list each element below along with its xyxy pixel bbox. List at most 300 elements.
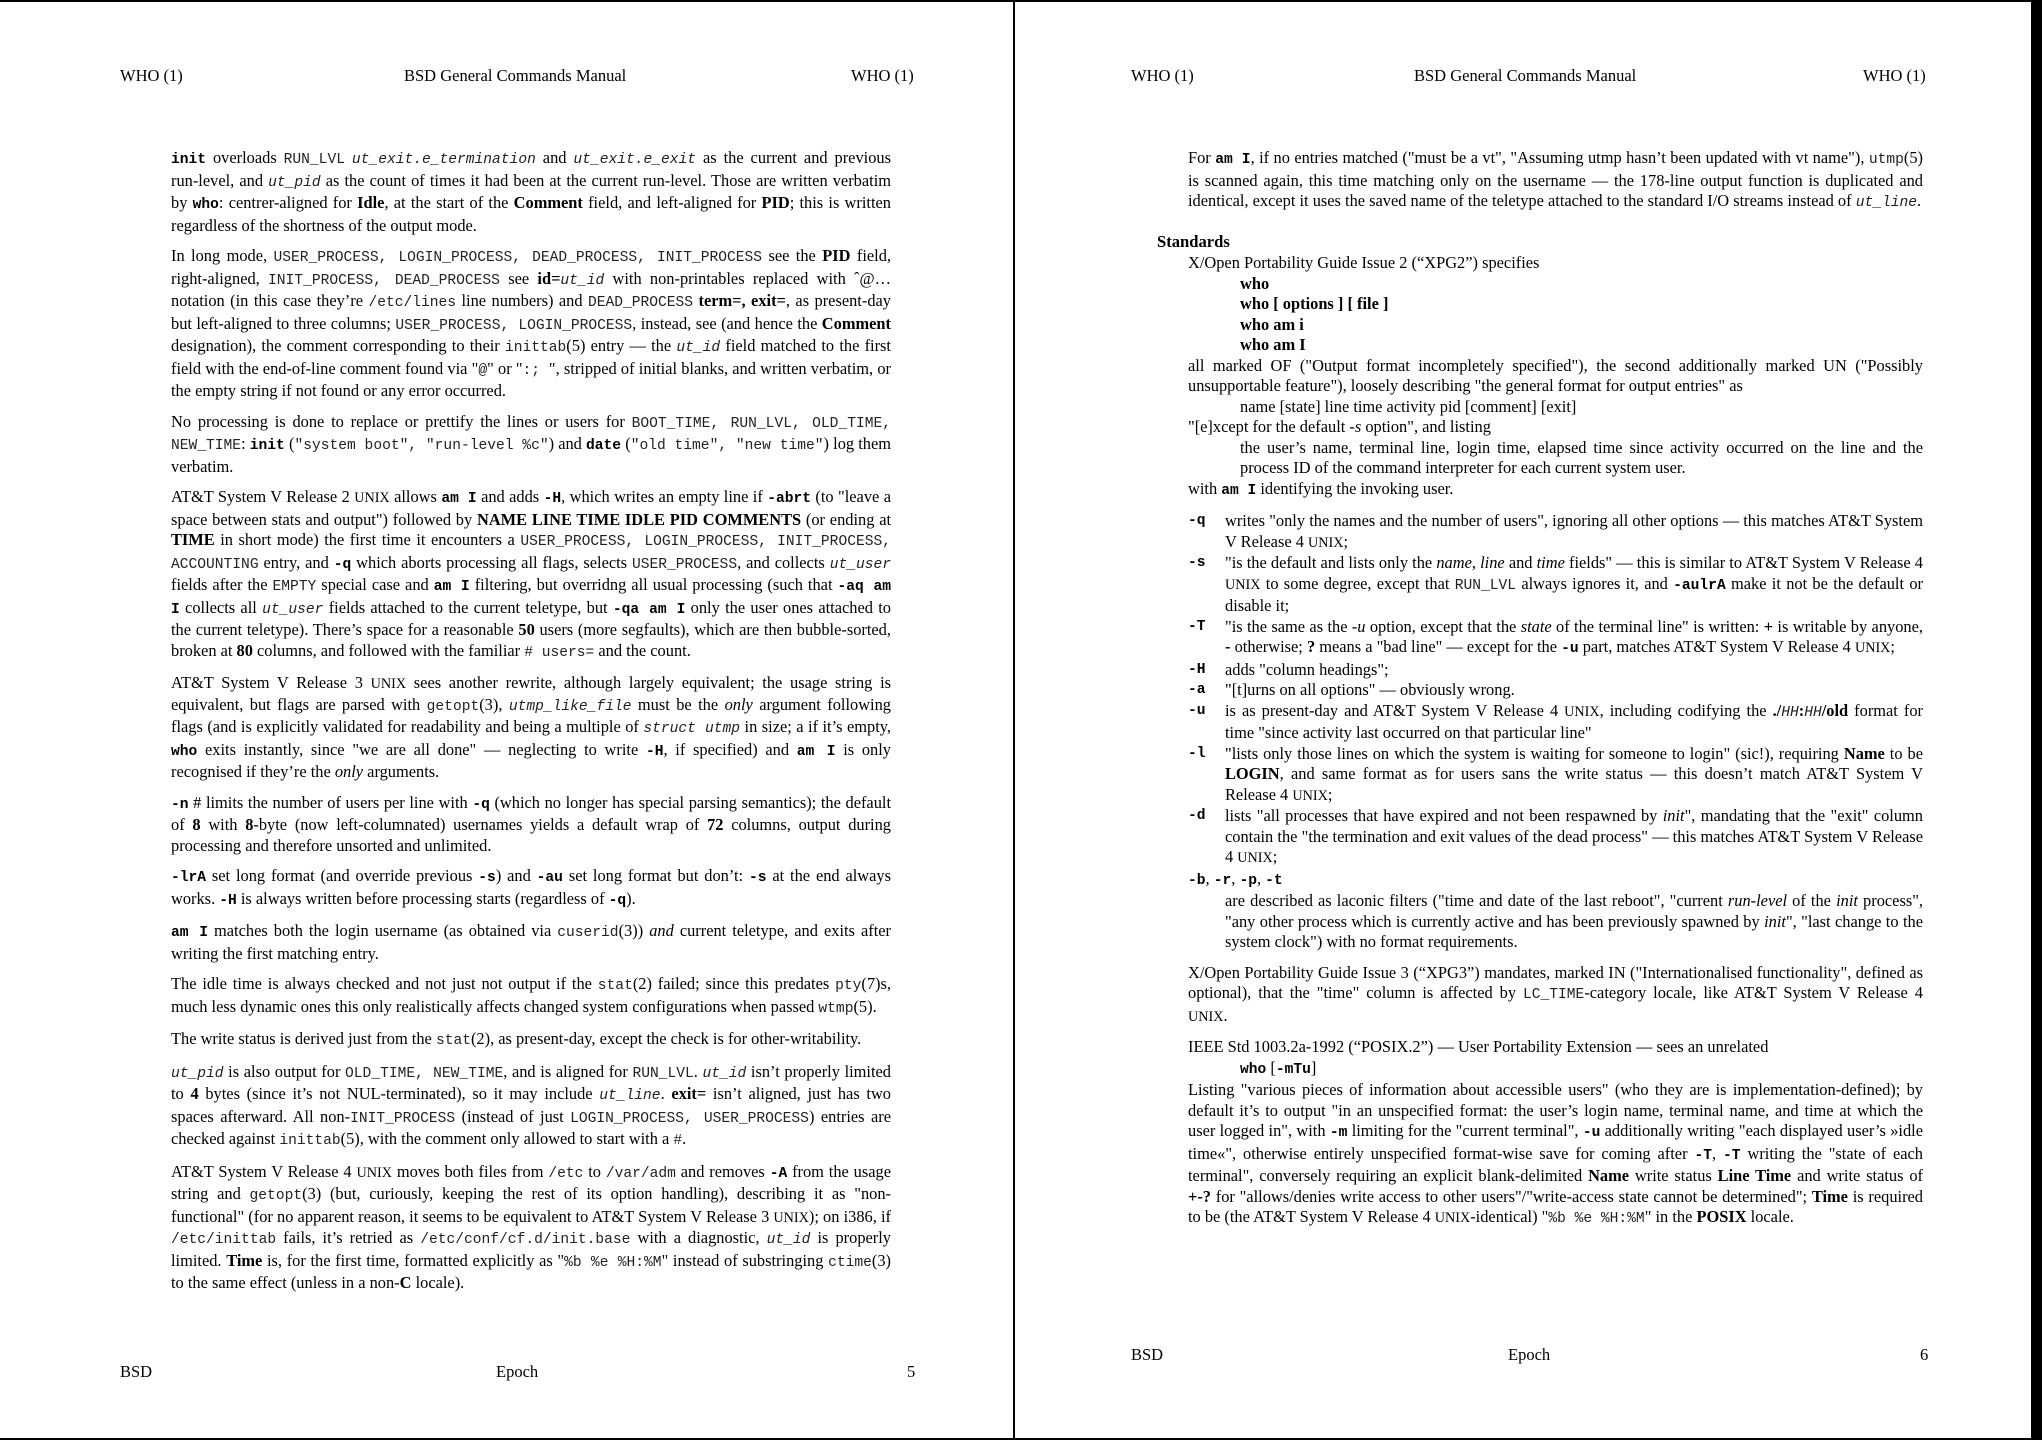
text-run: , at the start of the <box>384 193 514 212</box>
body-paragraph <box>171 246 891 402</box>
page-body <box>171 148 891 1304</box>
text-run: ; <box>1272 847 1278 866</box>
xpg3-paragraph <box>1188 963 1923 1028</box>
option-flag: -a <box>1188 682 1206 698</box>
styled-text-run: inittab <box>279 1133 341 1149</box>
option-description <box>1225 511 1923 553</box>
text-run: ( <box>621 434 631 453</box>
styled-text-run: -u <box>1582 1125 1601 1141</box>
styled-text-run: USER_PROCESS <box>631 556 738 573</box>
styled-text-run: Time <box>1811 1186 1848 1206</box>
text-run: fields after the <box>171 575 273 594</box>
text-run: and removes <box>675 1161 770 1181</box>
styled-text-run: -au <box>536 870 563 886</box>
styled-text-run: -s <box>478 870 496 886</box>
brpt-description <box>1188 891 1923 953</box>
text-run: all marked OF ("Output format incompletely specified"), the second additionally marked UN ("Possibly unsupportable feature"), loosely describing "the general format for output entries" as <box>1188 355 1923 395</box>
text-run: : centrer-aligned for <box>218 193 358 212</box>
option-flag: -l <box>1188 745 1206 762</box>
xpg2-listing: the user’s name, terminal line, login time, elapsed time since activity occurred on the line and the process ID of the command interpreter for each current system user. <box>1240 437 1923 477</box>
text-run: , including codifying the <box>1599 700 1773 720</box>
text-run: sees another rewrite, although largely equivalent; the usage string is equivalent, but flags are parsed with <box>171 673 891 714</box>
styled-text-run: DEAD_PROCESS <box>587 295 694 311</box>
text-run: . <box>1917 191 1922 210</box>
text-run: field, and left-aligned for <box>582 193 762 212</box>
text-run: is only recognised if they’re the <box>171 739 891 781</box>
text-run: and write status of <box>1791 1166 1923 1185</box>
text-run: . <box>682 1129 687 1148</box>
text-run: : <box>241 434 250 453</box>
text-run: of the terminal line" is written: <box>1551 616 1764 636</box>
styled-text-run: ut_line <box>1855 195 1917 211</box>
styled-text-run: am I <box>1221 482 1257 499</box>
text-run: with non-printables replaced with ˆ@… notation (in this case they’re <box>171 268 891 310</box>
styled-text-run: ut_user <box>829 556 891 573</box>
styled-text-run: wtmp <box>818 1000 854 1017</box>
option-flag: -u <box>1188 702 1206 719</box>
text-run: . <box>660 1084 672 1103</box>
text-run: columns, output during processing and therefore unsorted and unlimited. <box>171 815 891 855</box>
styled-text-run: INIT_PROCESS, DEAD_PROCESS <box>268 272 500 289</box>
text-run: ) and <box>495 866 537 885</box>
option-description <box>1225 553 1923 617</box>
styled-text-run: -lrA <box>171 870 207 886</box>
option-entry <box>1188 660 1923 681</box>
text-run: filtering, but overridng all usual processing (such that <box>469 575 838 594</box>
styled-text-run: -n <box>171 796 189 813</box>
text-run: moves both files from <box>391 1161 549 1181</box>
text-run: option, except that the <box>1365 616 1521 636</box>
text-run: (7)s, much less dynamic ones this only realistically affects changed system configurations when passed <box>171 974 891 1016</box>
option-entry <box>1188 701 1923 744</box>
text-run: which aborts processing all flags, selects <box>351 552 632 572</box>
styled-text-run: -aulrA <box>1673 577 1726 594</box>
text-run: AT&T System V Release 4 <box>171 1161 357 1181</box>
body-paragraph <box>171 412 891 478</box>
styled-text-run: struct utmp <box>643 721 741 737</box>
styled-text-run: ? <box>1306 637 1316 656</box>
styled-text-run: stat <box>597 978 633 994</box>
text-run: see the <box>762 246 823 265</box>
option-flag: -q <box>1188 513 1206 529</box>
styled-text-run: only <box>724 694 753 714</box>
manual-page-6 <box>1015 0 2031 1438</box>
option-description <box>1225 701 1923 744</box>
text-run: ); on i386, if <box>808 1206 891 1226</box>
styled-text-run: ut_id <box>702 1065 747 1082</box>
header-left: WHO (1) <box>1131 66 1194 85</box>
body-paragraph <box>171 793 891 857</box>
text-run: columns, and followed with the familiar <box>252 640 525 660</box>
styled-text-run: NAME LINE TIME IDLE PID COMMENTS <box>476 509 802 529</box>
text-run: . <box>693 1061 703 1081</box>
option-flag: -d <box>1188 808 1206 824</box>
text-run: argument following flags (and is explicitly validated for readability and being a multiple of <box>171 694 891 736</box>
styled-text-run: PID <box>761 193 790 212</box>
text-run: "lists only those lines on which the system is waiting for someone to login" (sic!), requiring <box>1225 743 1844 763</box>
header-right: WHO (1) <box>851 66 914 85</box>
styled-text-run: ./ <box>1772 700 1782 720</box>
styled-text-run: TIME <box>171 530 215 549</box>
text-run: isn’t aligned, just has two spaces afterward. All non- <box>171 1084 891 1126</box>
styled-text-run: %b %e %H:%M <box>1548 1211 1645 1227</box>
header-center: BSD General Commands Manual <box>404 66 627 85</box>
text-run: must be the <box>631 694 725 714</box>
text-run: ) entries are checked against <box>171 1106 891 1148</box>
text-run: are described as laconic filters ("time and date of the last reboot", "current <box>1225 891 1728 910</box>
text-run: "[t]urns on all options" — obviously wrong. <box>1225 680 1515 699</box>
styled-text-run: and <box>649 921 674 940</box>
text-run <box>345 148 352 167</box>
xpg2-format: name [state] line time activity pid [comment] [exit] <box>1240 396 1577 416</box>
text-run: part, matches AT&T System V Release 4 <box>1578 637 1855 656</box>
option-flag: -s <box>1188 555 1206 571</box>
styled-text-run: -q <box>333 556 352 573</box>
styled-text-run: BOOT_TIME, RUN_LVL, OLD_TIME, NEW_TIME <box>171 415 891 454</box>
text-run: In long mode, <box>171 246 274 265</box>
text-run: with <box>1188 478 1222 498</box>
styled-text-run: - <box>1225 637 1231 656</box>
styled-text-run: -u <box>1561 641 1579 657</box>
text-run: ", stripped of initial blanks, and written verbatim, or the empty string if not found or any error occurred. <box>171 358 891 400</box>
styled-text-run: 8 <box>245 815 254 834</box>
text-run: to some degree, except that <box>1260 573 1455 593</box>
styled-text-run: inittab <box>504 340 567 356</box>
text-run: For <box>1188 148 1216 167</box>
text-run: , <box>1711 1143 1724 1163</box>
styled-text-run: UNIX <box>1434 1210 1471 1226</box>
styled-text-run: -qa am I <box>612 601 686 618</box>
page-footer <box>1015 1345 2031 1367</box>
text-run: as the current and previous run-level, and <box>171 148 891 190</box>
styled-text-run: ut_pid <box>268 174 321 191</box>
text-run: limiting for the "current terminal", <box>1347 1121 1583 1140</box>
text-run: Listing "various pieces of information about accessible users" (who they are is implementation-defined); by default it’s to output "in an unspecified format: the user’s login name, terminal name, and time at which the user logged in", with <box>1188 1080 1923 1140</box>
styled-text-run: 72 <box>707 815 724 834</box>
styled-text-run: # users= <box>524 644 595 661</box>
text-run: designation), the comment corresponding to their <box>171 336 505 355</box>
body-paragraph <box>171 866 891 911</box>
styled-text-run: -q <box>472 796 490 813</box>
text-run: # limits the number of users per line with <box>188 792 473 812</box>
styled-text-run: C <box>399 1273 412 1292</box>
text-run: "[e]xcept for the default <box>1188 417 1350 436</box>
text-run: ). <box>626 888 636 908</box>
text-run: in short mode) the first time it encounters a <box>214 530 521 549</box>
styled-text-run: +-? <box>1188 1186 1211 1206</box>
posix-synopsis <box>1188 1058 1923 1081</box>
option-description <box>1225 617 1923 660</box>
text-run: locale). <box>411 1273 465 1292</box>
styled-text-run: Comment <box>821 313 891 333</box>
styled-text-run: -p <box>1239 872 1257 889</box>
text-run: , if specified) and <box>663 739 797 759</box>
text-run: arguments. <box>363 762 440 781</box>
styled-text-run: -H <box>219 892 237 909</box>
text-run: only the user ones attached to the current teletype). There’s space for a reasonable <box>171 597 891 639</box>
styled-text-run: UNIX <box>773 1209 809 1226</box>
styled-text-run: name <box>1436 553 1472 572</box>
styled-text-run: -mTu <box>1275 1061 1311 1078</box>
styled-text-run: -aq am I <box>171 579 891 618</box>
text-run: AT&T System V Release 3 <box>171 673 371 692</box>
styled-text-run: init <box>1764 911 1786 931</box>
text-run: special case and <box>316 575 434 594</box>
styled-text-run: -A <box>769 1165 788 1182</box>
text-run: . <box>1223 1005 1228 1025</box>
styled-text-run: -t <box>1265 872 1283 889</box>
styled-text-run: 50 <box>518 620 535 639</box>
option-entry <box>1188 680 1923 701</box>
styled-text-run: only <box>334 762 364 781</box>
styled-text-run: Name <box>1588 1166 1630 1185</box>
option-description <box>1225 680 1923 701</box>
text-run: to <box>583 1161 606 1181</box>
styled-text-run: am I <box>171 925 208 941</box>
text-run: is writable by anyone, <box>1773 616 1923 636</box>
text-run: always ignores it, and <box>1516 573 1674 593</box>
text-run: as the count of times it had been at the current run-level. Those are written verbatim by <box>171 170 891 212</box>
text-run: set long format (and override previous <box>206 866 479 885</box>
right-edge-strip <box>2031 0 2042 1440</box>
page-header <box>1015 66 2031 88</box>
text-run: adds "column headings"; <box>1225 659 1389 679</box>
text-run: fields" — this is similar to AT&T System V Release 4 <box>1564 553 1923 572</box>
styled-text-run: /etc/inittab <box>171 1232 277 1248</box>
posix-intro <box>1188 1037 1923 1058</box>
styled-text-run: PID <box>822 246 851 265</box>
text-run: No processing is done to replace or prettify the lines or users for <box>171 411 632 431</box>
text-run: is always written before processing starts (regardless of <box>236 888 609 908</box>
styled-text-run: + <box>1763 616 1774 636</box>
text-run: identifying the invoking user. <box>1256 478 1454 498</box>
styled-text-run: UNIX <box>1564 703 1600 720</box>
styled-text-run: -s <box>748 870 767 886</box>
option-entry <box>1188 744 1923 807</box>
text-run: " in the <box>1644 1207 1697 1226</box>
styled-text-run: /etc <box>548 1165 584 1182</box>
synopsis-line: who am i <box>1240 314 1304 334</box>
text-run: set long format but don’t: <box>562 866 749 885</box>
text-run: (5) entry — the <box>566 336 677 355</box>
options-list <box>1188 511 1923 869</box>
styled-text-run: utmp_like_file <box>508 698 632 715</box>
posix-listing <box>1188 1080 1923 1230</box>
text-run: -identical) " <box>1470 1207 1549 1226</box>
header-right: WHO (1) <box>1863 66 1926 85</box>
option-flag: -T <box>1188 618 1206 635</box>
text-run: ", "last change to the system clock") with no format requirements. <box>1225 911 1923 951</box>
text-run: ) and <box>548 434 587 453</box>
text-run: ; <box>1343 531 1349 551</box>
text-run: write status <box>1629 1166 1718 1185</box>
text-run: fields attached to the current teletype, but <box>323 597 613 617</box>
styled-text-run: line <box>1480 553 1505 572</box>
body-paragraph <box>171 921 891 964</box>
styled-text-run: am I <box>441 491 477 507</box>
styled-text-run: Time <box>226 1250 263 1270</box>
styled-text-run: Line Time <box>1717 1166 1792 1185</box>
option-description <box>1225 660 1923 681</box>
text-run: (3)) <box>618 921 650 940</box>
styled-text-run: Comment <box>513 193 583 212</box>
styled-text-run: getopt <box>426 698 480 715</box>
styled-text-run: ut_line <box>599 1088 661 1104</box>
styled-text-run: INIT_PROCESS <box>350 1110 456 1127</box>
option-description <box>1225 744 1923 807</box>
styled-text-run: -H <box>543 491 562 507</box>
styled-text-run: init <box>249 438 285 454</box>
manual-page-5 <box>0 0 1013 1438</box>
text-run: IEEE Std 1003.2a-1992 (“POSIX.2”) — User Portability Extension — sees an unrelated <box>1188 1037 1769 1056</box>
text-run: , and collects <box>737 552 830 572</box>
footer-page-number: 6 <box>1920 1345 1929 1364</box>
text-run: isn’t properly limited to <box>171 1061 891 1103</box>
styled-text-run: who <box>1240 1061 1267 1078</box>
styled-text-run: :; <box>522 362 549 379</box>
text-run: in size; a if it’s empty, <box>740 717 892 736</box>
styled-text-run: init <box>1836 891 1858 910</box>
synopsis-line: who <box>1240 273 1270 293</box>
page-header <box>0 66 1013 88</box>
text-run: process", "any other process which is currently active and has been previously spawned by <box>1225 891 1923 931</box>
text-run: The idle time is always checked and not just not output if the <box>171 974 598 993</box>
styled-text-run: EMPTY <box>272 579 317 595</box>
section-heading-standards: Standards <box>1157 231 1230 251</box>
text-run: X/Open Portability Guide Issue 2 (“XPG2”) specifies <box>1188 253 1540 272</box>
text-run: for "allows/denies write access to other users"/"write-access state cannot be determined"; <box>1211 1186 1812 1206</box>
styled-text-run: -T <box>1723 1147 1741 1164</box>
body-paragraph <box>171 974 891 1019</box>
styled-text-run: pty <box>835 978 862 994</box>
text-run: (3) to the same effect (unless in a non- <box>171 1250 891 1292</box>
styled-text-run: UNIX <box>1308 534 1344 551</box>
styled-text-run: exit= <box>671 1084 707 1103</box>
xpg2-marked <box>1188 356 1923 397</box>
styled-text-run: UNIX <box>1292 787 1328 804</box>
option-flag: -H <box>1188 661 1206 678</box>
text-run: matches both the login username (as obtained via <box>207 921 558 940</box>
styled-text-run: USER_PROCESS, LOGIN_PROCESS, INIT_PROCESS, ACCOUNTING <box>171 534 891 573</box>
styled-text-run: state <box>1520 616 1552 636</box>
body-paragraph <box>171 487 891 663</box>
styled-text-run: am I <box>1215 152 1251 168</box>
text-run: locale. <box>1746 1207 1794 1226</box>
styled-text-run: OLD_TIME, NEW_TIME <box>345 1065 504 1082</box>
text-run: and <box>1504 553 1537 572</box>
text-run: (3), <box>479 694 509 714</box>
option-entry <box>1188 511 1923 553</box>
footer-left: BSD <box>120 1362 153 1381</box>
styled-text-run: RUN_LVL <box>632 1065 694 1082</box>
option-description <box>1225 806 1923 869</box>
text-run: , instead, see (and hence the <box>632 313 822 333</box>
styled-text-run: 8 <box>192 815 201 834</box>
text-run: , as present-day but left-aligned to three columns; <box>171 291 891 333</box>
header-center: BSD General Commands Manual <box>1414 66 1637 85</box>
styled-text-run: -T <box>1694 1147 1712 1164</box>
styled-text-run: -s <box>1349 417 1362 436</box>
styled-text-run: who <box>192 197 219 213</box>
styled-text-run: init <box>1662 806 1685 825</box>
text-run: (which no longer has special parsing semantics); the default of <box>171 792 891 834</box>
styled-text-run: am I <box>433 579 470 595</box>
text-run: current teletype, and exits after writing the first matching entry. <box>171 921 891 963</box>
styled-text-run: %b %e %H:%M <box>564 1254 662 1271</box>
synopsis-line: who [ options ] [ file ] <box>1240 294 1389 313</box>
text-run: and the count. <box>594 640 691 660</box>
text-run: allows <box>389 487 442 506</box>
text-run: bytes (since it’s not NUL-terminated), so it may include <box>198 1084 600 1103</box>
styled-text-run: RUN_LVL <box>283 152 345 168</box>
text-run: and adds <box>476 487 544 506</box>
xpg2-intro <box>1188 253 1923 274</box>
intro-paragraph <box>1188 148 1923 214</box>
styled-text-run: UNIX <box>356 1164 392 1181</box>
styled-text-run: "system boot", "run-level %c" <box>294 438 549 454</box>
body-paragraph <box>171 1062 891 1152</box>
text-run: (instead of just <box>455 1106 571 1126</box>
styled-text-run: time <box>1536 553 1565 572</box>
text-run: , <box>1471 553 1481 572</box>
styled-text-run: date <box>586 438 622 454</box>
text-run: is properly limited. <box>171 1228 891 1270</box>
styled-text-run: LOGIN_PROCESS, USER_PROCESS <box>570 1110 809 1127</box>
styled-text-run: am I <box>796 743 836 760</box>
text-run: (2), as present-day, except the check is for other-writability. <box>470 1029 862 1048</box>
text-run: writes "only the names and the number of users", ignoring all other options — this matches AT&T System V Release 4 <box>1225 511 1923 551</box>
styled-text-run: ut_pid <box>171 1065 224 1082</box>
synopsis-line: who am I <box>1240 335 1306 354</box>
styled-text-run: USER_PROCESS, LOGIN_PROCESS <box>395 317 633 334</box>
styled-text-run: HH <box>1804 704 1822 721</box>
text-run: (to "leave a space between stats and output") followed by <box>171 487 891 529</box>
text-run: " or " <box>487 358 523 378</box>
text-run: is required to be (the AT&T System V Release 4 <box>1188 1186 1924 1226</box>
text-run: -category locale, like AT&T System V Release 4 <box>1584 983 1923 1002</box>
styled-text-run: /etc/lines <box>368 295 457 311</box>
text-run: "is the same as the <box>1225 616 1352 636</box>
xpg2-with <box>1188 479 1923 502</box>
styled-text-run: run-level <box>1727 891 1788 910</box>
styled-text-run: init <box>171 152 207 168</box>
body-paragraph <box>171 1029 891 1052</box>
text-run: ; <box>1327 784 1333 804</box>
styled-text-run: "old time", "new time" <box>630 438 824 454</box>
text-run: is as present-day and AT&T System V Release 4 <box>1225 700 1565 720</box>
text-run: [ <box>1266 1057 1276 1077</box>
styled-text-run: /etc/conf/cf.d/init.base <box>420 1232 631 1248</box>
text-run: to be <box>1884 743 1924 763</box>
styled-text-run: UNIX <box>1237 850 1273 866</box>
styled-text-run: /old <box>1821 700 1849 720</box>
text-run: and <box>535 148 574 167</box>
styled-text-run: UNIX <box>370 676 407 692</box>
text-run: , and same format as for users sans the write status — this doesn’t match AT&T System V Release 4 <box>1225 764 1923 804</box>
styled-text-run: ut_id <box>766 1232 811 1248</box>
text-run: lists "all processes that have expired and not been respawned by <box>1225 806 1663 825</box>
styled-text-run: # <box>673 1133 683 1149</box>
text-run: make it not be the default or disable it; <box>1225 573 1923 615</box>
text-run: , and is aligned for <box>503 1061 633 1081</box>
text-run: " instead of substringing <box>661 1250 829 1270</box>
text-run: entry, and <box>258 552 334 572</box>
body-paragraph <box>171 148 891 236</box>
brpt-flags <box>1188 869 1923 892</box>
styled-text-run: id= <box>537 268 561 288</box>
text-run: means a "bad line" — except for the <box>1315 637 1562 656</box>
text-run: otherwise; <box>1230 637 1307 656</box>
